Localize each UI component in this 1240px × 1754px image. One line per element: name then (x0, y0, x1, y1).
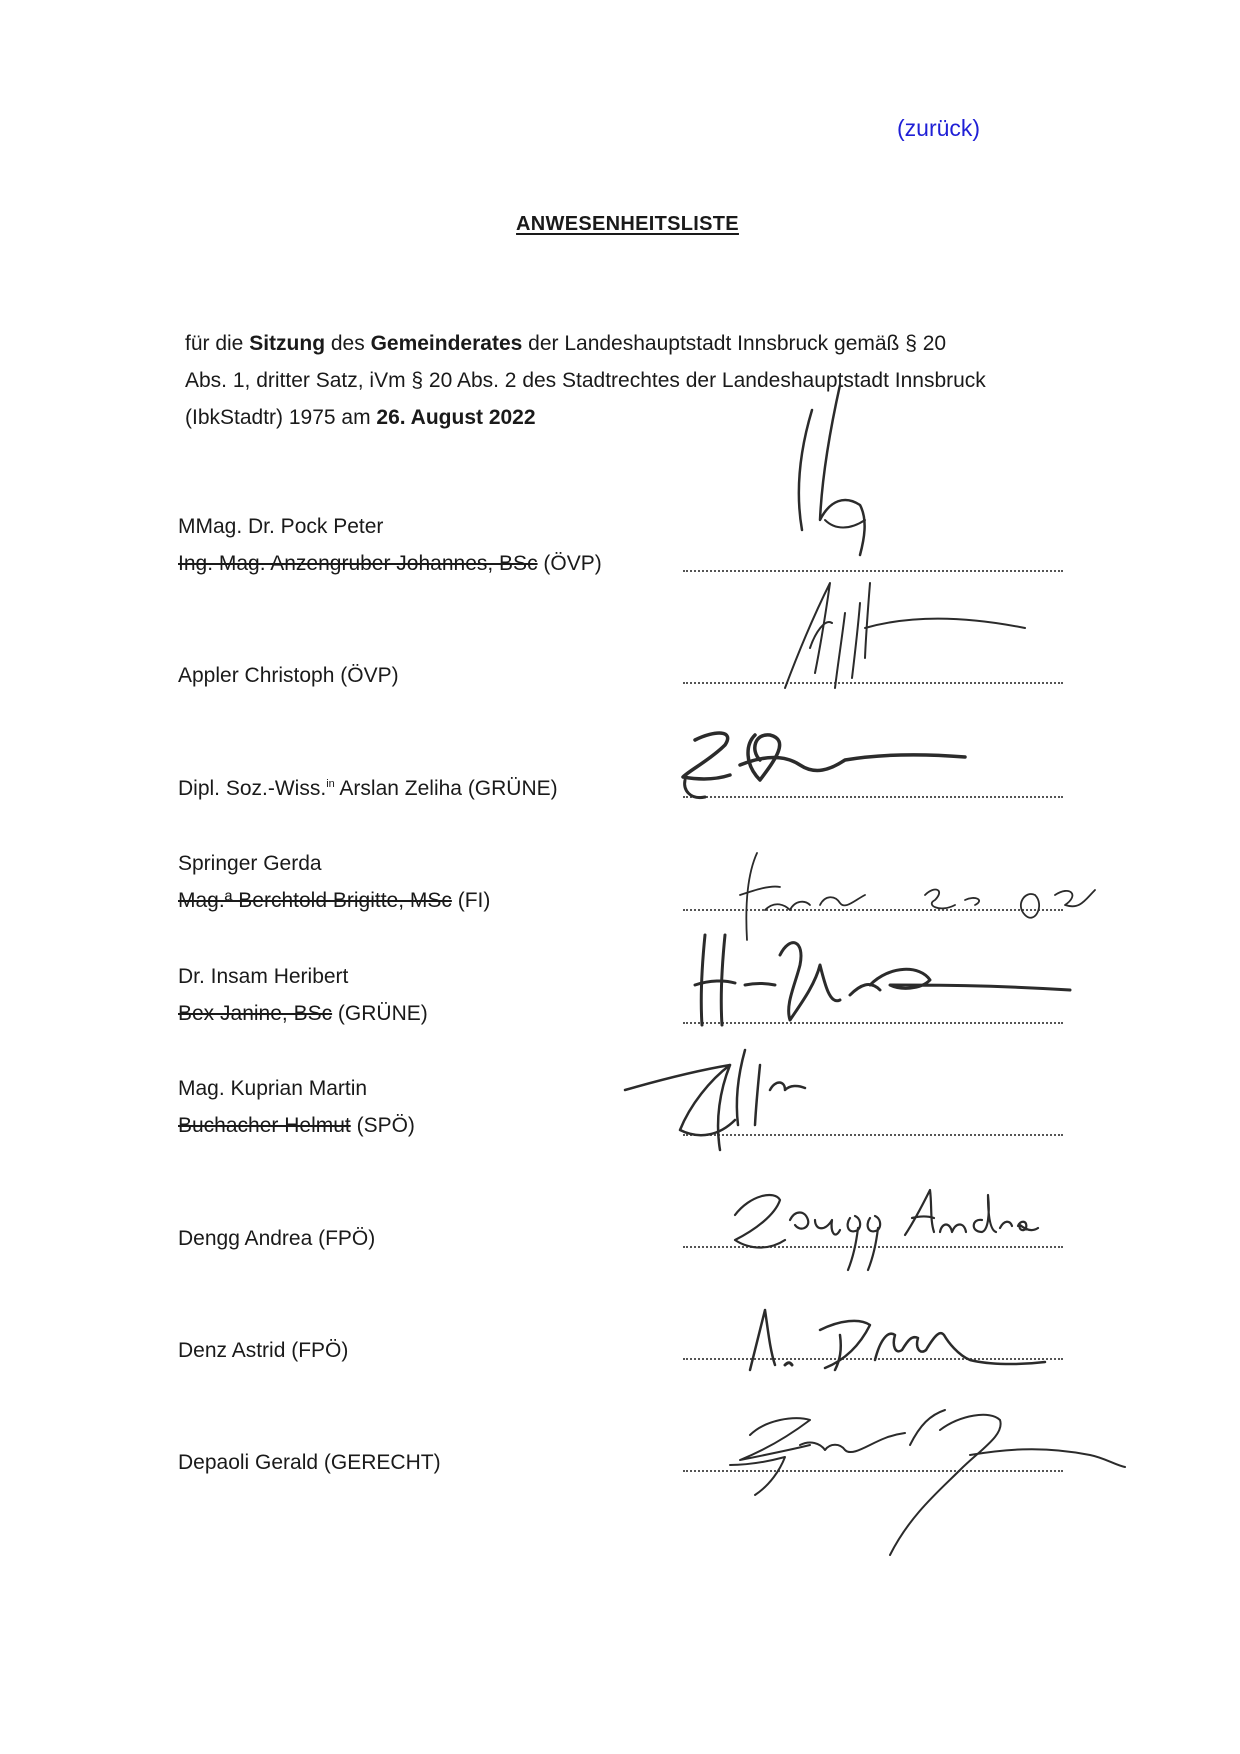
party: (FI) (451, 889, 491, 912)
signature-insam (690, 925, 1080, 1035)
signature-dengg (720, 1170, 1050, 1280)
attendee-entry-appler (178, 657, 678, 694)
attendee-entry-arslan (178, 770, 678, 807)
struck-name: Mag.ª Berchtold Brigitte, MSc (178, 889, 452, 912)
party: (SPÖ) (350, 1114, 415, 1137)
signature-arslan (675, 725, 975, 805)
struck-name: Buchacher Helmut (178, 1114, 351, 1137)
attendee-name: Dr. Insam Heribert (178, 965, 349, 988)
attendee-entry-kuprian (178, 1070, 678, 1144)
attendee-name: Appler Christoph (ÖVP) (178, 664, 399, 687)
attendee-name: Arslan Zeliha (GRÜNE) (334, 777, 558, 800)
attendee-entry-dengg (178, 1220, 678, 1257)
attendee-name: Springer Gerda (178, 852, 322, 875)
signature-depaoli (710, 1395, 1160, 1565)
signature-appler (770, 578, 1040, 693)
attendee-entry-insam (178, 958, 678, 1032)
signature-denz (730, 1290, 1050, 1380)
attendee-name: Depaoli Gerald (GERECHT) (178, 1451, 441, 1474)
attendee-entry-denz (178, 1332, 678, 1369)
struck-name: Ing. Mag. Anzengruber Johannes, BSc (178, 552, 538, 575)
attendee-entry-pock (178, 508, 678, 582)
intro-paragraph: für die Sitzung des Gemeinderates der Landeshauptstadt Innsbruck gemäß § 20 Abs. 1, dritter Satz, iVm § 20 Abs. 2 des Stadtrechtes der Landeshauptstadt Innsbruck (IbkStadtr) 1975 am 26. August 2022 (185, 332, 986, 429)
attendee-name: Dengg Andrea (FPÖ) (178, 1227, 376, 1250)
signature-kuprian (620, 1030, 870, 1160)
attendee-title: Dipl. Soz.-Wiss. (178, 777, 327, 800)
attendee-entry-depaoli (178, 1444, 678, 1481)
struck-name: Bex Janine, BSc (178, 1002, 333, 1025)
party: (ÖVP) (537, 552, 602, 575)
title-superscript: in (326, 778, 335, 790)
attendee-name: Mag. Kuprian Martin (178, 1077, 368, 1100)
signature-pock (770, 380, 890, 580)
back-link[interactable]: (zurück) (897, 115, 981, 141)
attendee-name: Denz Astrid (FPÖ) (178, 1339, 349, 1362)
page-title: ANWESENHEITSLISTE (516, 213, 739, 235)
party: (GRÜNE) (332, 1002, 428, 1025)
attendee-name: MMag. Dr. Pock Peter (178, 515, 384, 538)
attendee-entry-springer (178, 845, 678, 919)
